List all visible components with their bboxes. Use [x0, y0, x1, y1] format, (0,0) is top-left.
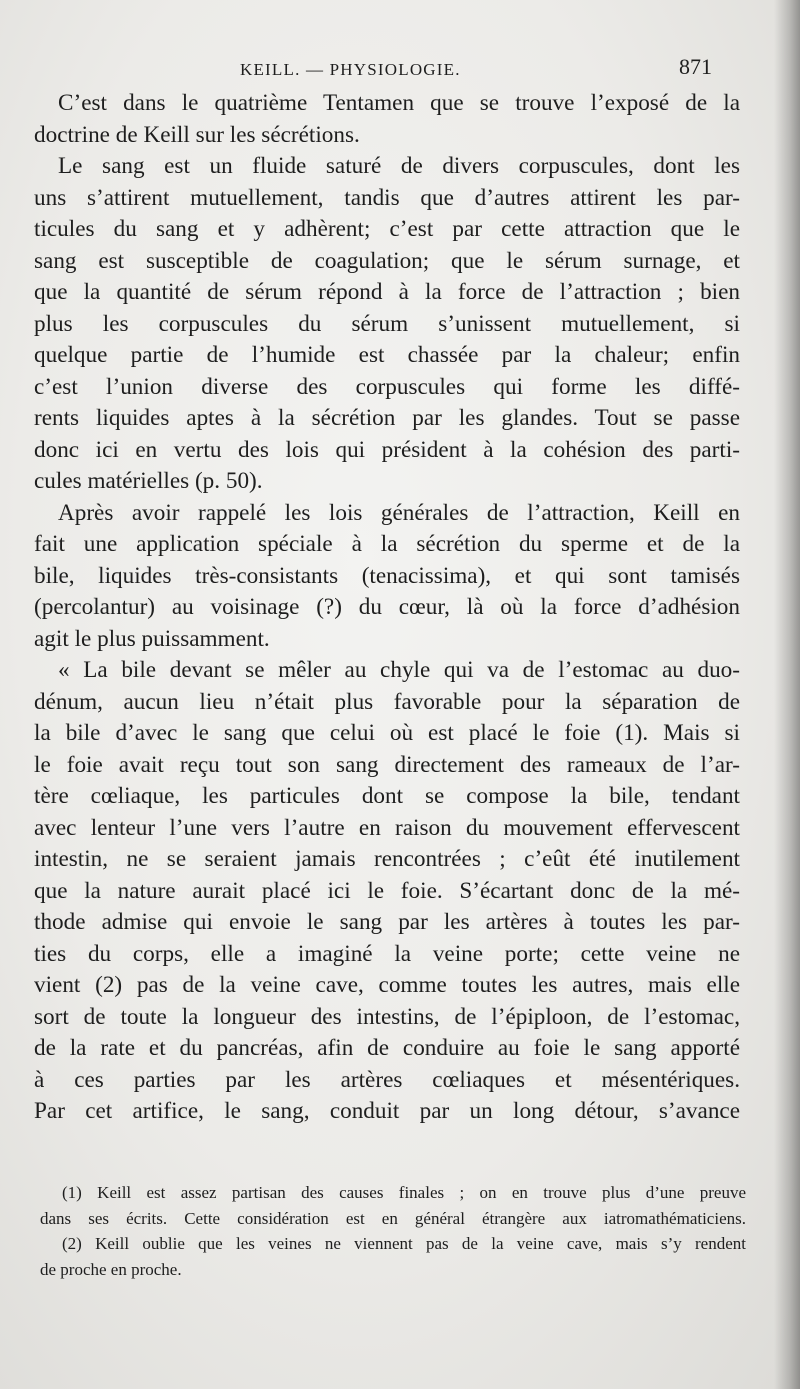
- text-line: ties du corps, elle a imaginé la veine porte; cette veine ne: [34, 940, 740, 967]
- text-line: ticules du sang et y adhèrent; c’est par cette attraction que le: [34, 216, 740, 242]
- text-line: C’est dans le quatrième Tentamen que se trouve l’exposé de la: [58, 90, 740, 116]
- text-line: donc ici en vertu des lois qui président à la cohésion des parti-: [34, 436, 740, 463]
- running-head: KEILL. — PHYSIOLOGIE.: [240, 60, 461, 79]
- text-line: Après avoir rappelé les lois générales de l’attraction, Keill en: [58, 499, 740, 526]
- text-line: fait une application spéciale à la sécrétion du sperme et de la: [34, 531, 740, 557]
- text-line: Par cet artifice, le sang, conduit par un long détour, s’avance: [34, 1098, 740, 1124]
- text-line: que la quantité de sérum répond à la force de l’attraction ; bien: [34, 279, 740, 305]
- text-line: le foie avait reçu tout son sang directement des rameaux de l’ar-: [34, 751, 740, 778]
- text-line: doctrine de Keill sur les sécrétions.: [34, 121, 360, 148]
- text-line: (percolantur) au voisinage (?) du cœur, là où la force d’adhésion: [34, 594, 740, 620]
- text-line: thode admise qui envoie le sang par les artères à toutes les par-: [34, 909, 740, 935]
- text-line: quelque partie de l’humide est chassée par la chaleur; enfin: [34, 342, 740, 368]
- text-line: c’est l’union diverse des corpuscules qui forme les diffé-: [34, 373, 740, 400]
- footnote-line: (2) Keill oublie que les veines ne viennent pas de la veine cave, mais s’y rendent: [62, 1234, 746, 1253]
- text-line: « La bile devant se mêler au chyle qui va de l’estomac au duo-: [58, 657, 740, 683]
- text-line: à ces parties par les artères cœliaques et mésentériques.: [34, 1066, 740, 1093]
- page-gutter-shadow: [774, 0, 800, 1389]
- text-line: avec lenteur l’une vers l’autre en raison du mouvement effervescent: [34, 814, 740, 841]
- text-line: uns s’attirent mutuellement, tandis que d’autres attirent les par-: [34, 184, 740, 211]
- text-line: rents liquides aptes à la sécrétion par les glandes. Tout se passe: [34, 405, 740, 431]
- text-line: agit le plus puissamment.: [34, 625, 270, 652]
- text-line: Le sang est un fluide saturé de divers corpuscules, dont les: [58, 153, 740, 179]
- text-line: sort de toute la longueur des intestins, de l’épiploon, de l’estomac,: [34, 1003, 740, 1030]
- text-line: plus les corpuscules du sérum s’unissent mutuellement, si: [34, 310, 740, 337]
- text-line: la bile d’avec le sang que celui où est placé le foie (1). Mais si: [34, 720, 740, 746]
- page-header: [0, 48, 800, 88]
- text-line: de la rate et du pancréas, afin de conduire au foie le sang apporté: [34, 1035, 740, 1061]
- text-line: vient (2) pas de la veine cave, comme toutes les autres, mais elle: [34, 972, 740, 998]
- page-number: 871: [679, 54, 712, 79]
- footnote-line: de proche en proche.: [40, 1259, 182, 1279]
- footnotes: [40, 1180, 746, 1282]
- main-text: [34, 88, 740, 1128]
- text-line: cules matérielles (p. 50).: [34, 468, 263, 494]
- text-line: sang est susceptible de coagulation; que le sérum surnage, et: [34, 247, 740, 274]
- text-line: que la nature aurait placé ici le foie. S’écartant donc de la mé-: [34, 877, 740, 904]
- text-line: dénum, aucun lieu n’était plus favorable pour la séparation de: [34, 688, 740, 715]
- text-line: tère cœliaque, les particules dont se compose la bile, tendant: [34, 783, 740, 809]
- footnote-line: dans ses écrits. Cette considération est en général étrangère aux iatromathématiciens.: [40, 1208, 746, 1228]
- footnote-line: (1) Keill est assez partisan des causes finales ; on en trouve plus d’une preuve: [62, 1183, 746, 1202]
- text-line: intestin, ne se seraient jamais rencontrées ; c’eût été inutilement: [34, 846, 740, 872]
- text-line: bile, liquides très-consistants (tenacissima), et qui sont tamisés: [34, 562, 740, 589]
